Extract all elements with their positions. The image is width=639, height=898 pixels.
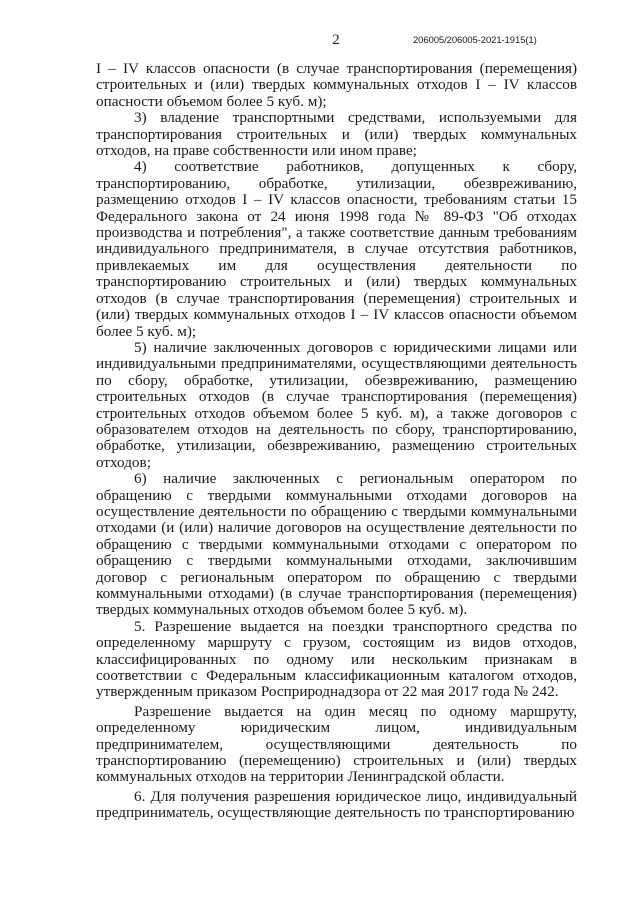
paragraph-section-5-continuation: Разрешение выдается на один месяц по одному маршруту, определенному юридическим лицом, индивидуальным предпринимателем, осуществляющими деятельность по транспортированию (перемещению) строительных и (или) твердых коммунальных отходов на территории Ленинградской области. [96,702,577,786]
body-text [96,61,577,822]
paragraph-item-4: 4) соответствие работников, допущенных к сбору, транспортированию, обработке, утилизации, обезвреживанию, размещению отходов I – IV классов опасности, требованиям статьи 15 Федерального закона от 24 июня 1998 года № 89-ФЗ "Об отходах производства и потребления", а также соответствие данным требованиям индивидуального предпринимателя, в случае отсутствия работников, привлекаемых им для осуществления деятельности по транспортированию строительных и (или) твердых коммунальных отходов (в случае транспортирования (перемещения) строительных и (или) твердых коммунальных отходов I – IV классов опасности объемом более 5 куб. м); [96,158,577,340]
paragraph-section-6: 6. Для получения разрешения юридическое лицо, индивидуальный предприниматель, осуществляющие деятельность по транспортированию [96,787,577,822]
paragraph-continuation: I – IV классов опасности (в случае транспортирования (перемещения) строительных и (или) твердых коммунальных отходов I – IV классов опасности объемом более 5 куб. м); [96,60,577,110]
paragraph-item-6: 6) наличие заключенных с региональным оператором по обращению с твердыми коммунальными отходами договоров на осуществление деятельности по обращению с твердыми коммунальными отходами (и (или) наличие договоров на осуществление деятельности по обращению с твердыми коммунальными отходами с оператором по обращению с твердыми коммунальными отходами, заключившим договор с региональным оператором по обращению с твердыми коммунальными отходами) (в случае транспортирования (перемещения) твердых коммунальных отходов объемом более 5 куб. м). [96,470,577,619]
paragraph-item-3: 3) владение транспортными средствами, используемыми для транспортирования строительных и (или) твердых коммунальных отходов, на праве собственности или ином праве; [96,109,577,160]
document-code: 206005/206005-2021-1915(1) [413,35,537,46]
paragraph-item-5: 5) наличие заключенных договоров с юридическими лицами или индивидуальными предпринимателями, осуществляющими деятельность по сбору, обработке, утилизации, обезвреживанию, размещению строительных отходов (в случае транспортирования (перемещения) строительных отходов объемом более 5 куб. м), а также договоров с образователем отходов на деятельность по сбору, транспортированию, обработке, утилизации, обезвреживанию, размещению строительных отходов; [96,338,577,471]
paragraph-section-5: 5. Разрешение выдается на поездки транспортного средства по определенному маршруту с грузом, состоящим из видов отходов, классифицированных по одному или нескольким признакам в соответствии с Федеральным классификационным каталогом отходов, утвержденным приказом Росприроднадзора от 22 мая 2017 года № 242. [96,617,577,701]
page-number: 2 [332,32,340,48]
